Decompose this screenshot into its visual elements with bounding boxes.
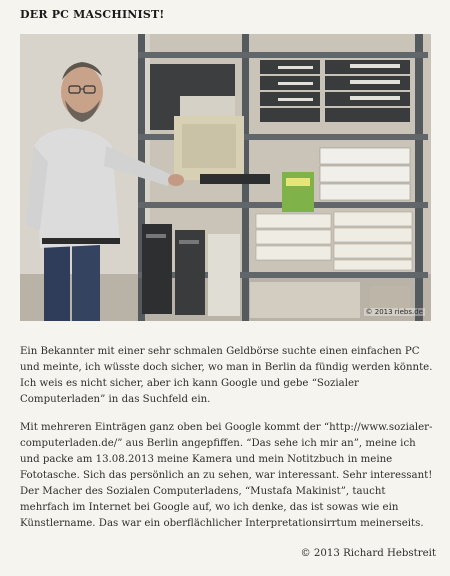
- article-title: DER PC MASCHINIST!: [20, 8, 165, 21]
- article-photo: [20, 34, 431, 321]
- article-paragraph-1: Ein Bekannter mit einer sehr schmalen Geldbörse suchte einen einfachen PC und meinte, ich wüsste doch sicher, wo man in Berlin da fündig werden könnte. Ich weis es nicht sicher, aber ich kann Google und gebe “Sozialer Computerladen” in das Suchfeld ein.: [20, 346, 433, 405]
- article-paragraph-2: Mit mehreren Einträgen ganz oben bei Google kommt der “http://www.sozialer-computerladen.de/” aus Berlin angepfiffen. “Das sehe ich mir an”, meine ich und packe am 13.08.2013 meine Kamera und mein Notitzbuch in meine Fototasche. Sich das persönlich an zu sehen, war interessant. Sehr interessant! Der Macher des Sozialen Computerladens, “Mustafa Makinist”, taucht mehrfach im Internet bei Google auf, wo ich denke, das ist sowas wie ein Künstlername. Das war ein oberflächlicher Interpretationsirrtum meinerseits.: [20, 422, 433, 529]
- author-credit: © 2013 Richard Hebstreit: [300, 548, 436, 559]
- photo-illustration: [20, 34, 431, 321]
- photo-copyright: © 2013 riebs.de: [365, 308, 423, 316]
